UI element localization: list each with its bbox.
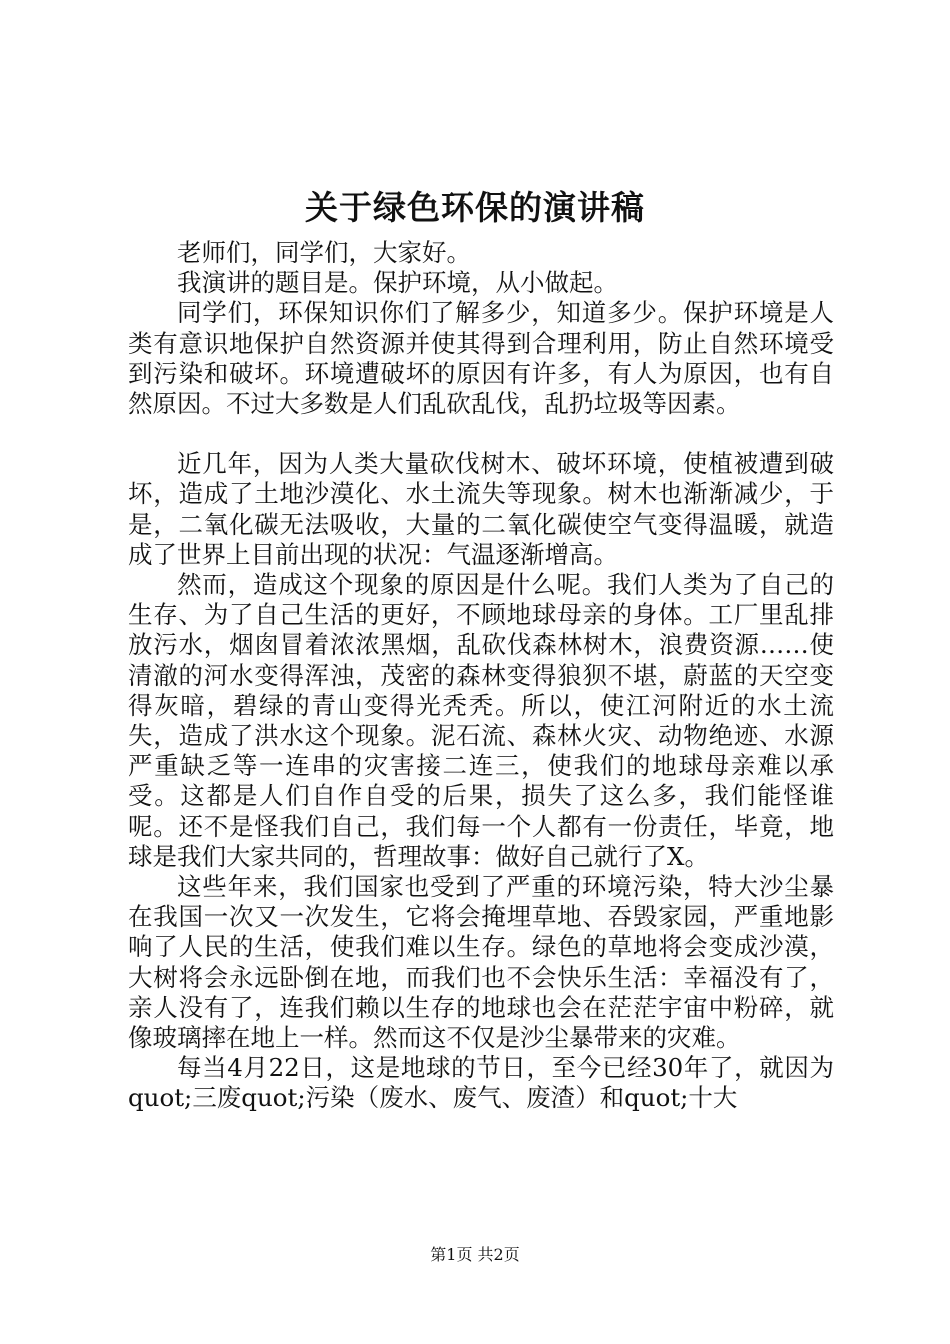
document-title: 关于绿色环保的演讲稿: [305, 188, 645, 227]
document-body: [128, 238, 834, 1114]
paragraph-sandstorm: 这些年来，我们国家也受到了严重的环境污染，特大沙尘暴在我国一次又一次发生，它将会掩埋草地、吞毁家园，严重地影响了人民的生活，使我们难以生存。绿色的草地将会变成沙漠，大树将会永远卧倒在地，而我们也不会快乐生活：幸福没有了，亲人没有了，连我们赖以生存的地球也会在茫茫宇宙中粉碎，就像玻璃摔在地上一样。然而这不仅是沙尘暴带来的灾难。: [128, 872, 834, 1053]
page-footer: 第1页 共2页: [430, 1245, 520, 1264]
paragraph-greeting: 老师们，同学们，大家好。: [177, 238, 471, 267]
paragraph-topic: 我演讲的题目是。保护环境，从小做起。: [177, 268, 618, 298]
paragraph-recent-years: 近几年，因为人类大量砍伐树木、破坏环境，使植被遭到破坏，造成了土地沙漠化、水土流失等现象。树木也渐渐减少，于是，二氧化碳无法吸收，大量的二氧化碳使空气变得温暖，就造成了世界上目前出现的状况：气温逐渐增高。: [128, 449, 834, 569]
paragraph-causes: 然而，造成这个现象的原因是什么呢。我们人类为了自己的生存、为了自己生活的更好，不顾地球母亲的身体。工厂里乱排放污水，烟囱冒着浓浓黑烟，乱砍伐森林树木，浪费资源……使清澈的河水变得浑浊，茂密的森林变得狼狈不堪，蔚蓝的天空变得灰暗，碧绿的青山变得光秃秃。所以，使江河附近的水土流失，造成了洪水这个现象。泥石流、森林火灾、动物绝迹、水源严重缺乏等一连串的灾害接二连三，使我们的地球母亲难以承受。这都是人们自作自受的后果，损失了这么多，我们能怪谁呢。还不是怪我们自己，我们每一个人都有一份责任，毕竟，地球是我们大家共同的，哲理故事：做好自己就行了X。: [128, 570, 834, 871]
paragraph-earth-day: 每当4月22日，这是地球的节日，至今已经30年了，就因为quot;三废quot;污染（废水、废气、废渣）和quot;十大: [128, 1053, 834, 1113]
paragraph-intro: 同学们，环保知识你们了解多少，知道多少。保护环境是人类有意识地保护自然资源并使其得到合理利用，防止自然环境受到污染和破坏。环境遭破坏的原因有许多，有人为原因，也有自然原因。不过大多数是人们乱砍乱伐，乱扔垃圾等因素。: [128, 298, 834, 419]
